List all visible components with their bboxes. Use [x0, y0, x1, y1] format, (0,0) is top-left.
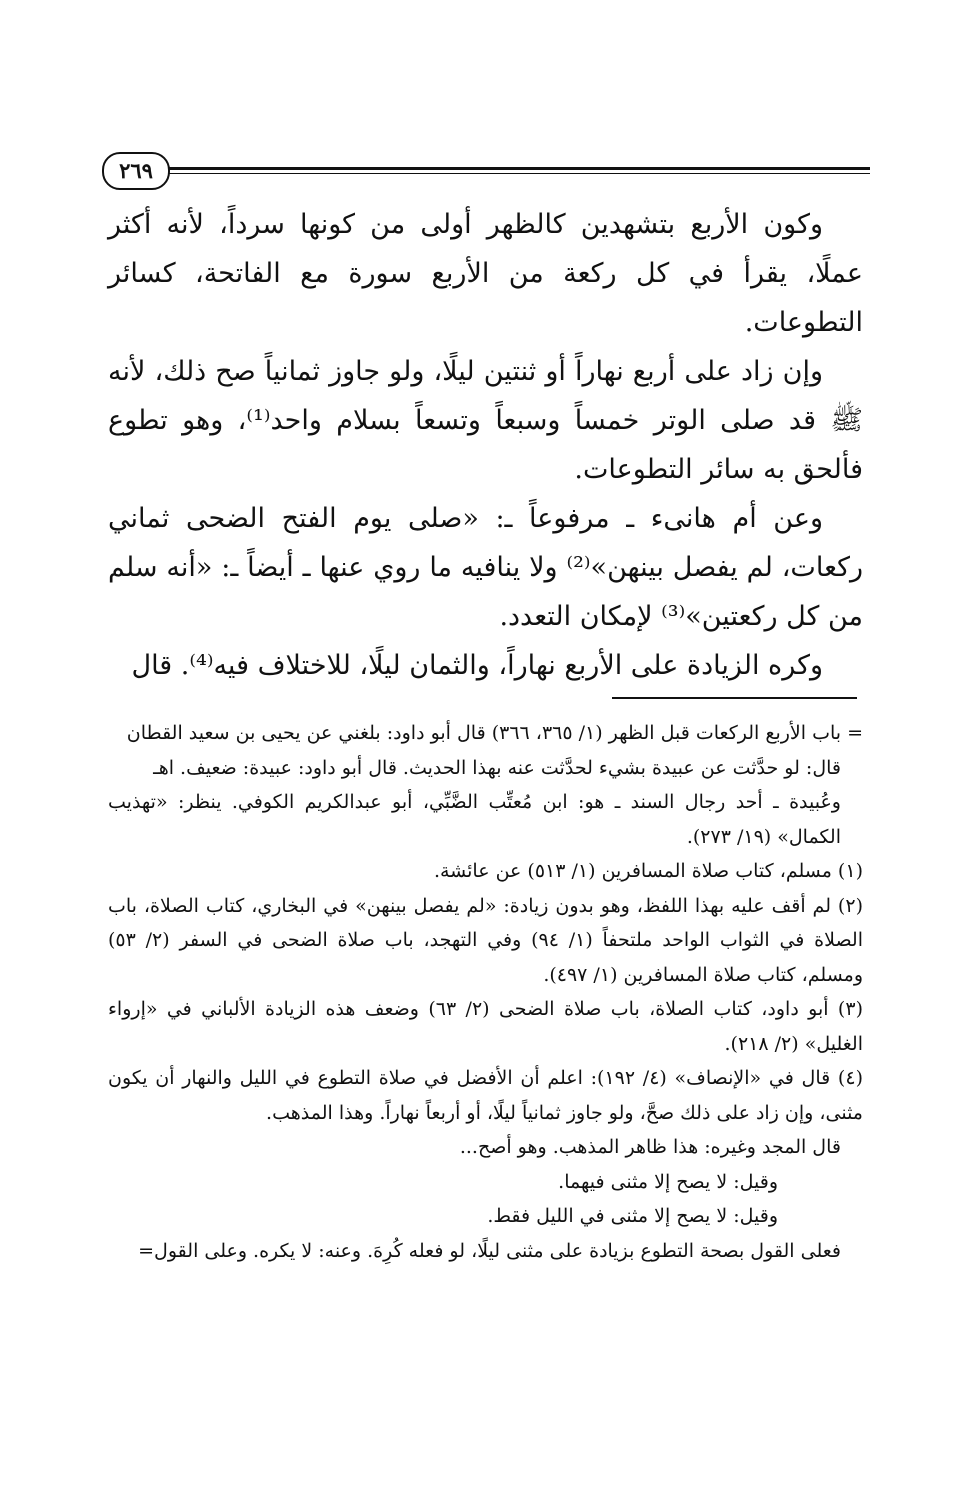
- footnote-separator: [612, 697, 857, 699]
- main-text: [108, 200, 863, 690]
- footnote-4: (٤) قال في «الإنصاف» (٤/ ١٩٢): اعلم أن الأفضل في صلاة التطوع في الليل والنهار أن يكون مثنى، وإن زاد على ذلك صحَّ، ولو جاوز ثمانياً ليلًا، أو أربعاً نهاراً. وهذا المذهب.: [108, 1067, 863, 1124]
- footnote-continuation: = باب الأربع الركعات قبل الظهر (١/ ٣٦٥، ٣٦٦) قال أبو داود: بلغني عن يحيى بن سعيد القطان: [126, 722, 863, 744]
- header-rule: [160, 167, 870, 170]
- footnote-continuation: قال: لو حدَّثت عن عبيدة بشيء لحدَّثت عنه بهذا الحديث. قال أبو داود: عبيدة: ضعيف. اهـ: [153, 756, 841, 779]
- footnotes: [108, 716, 863, 1268]
- footnote-4-line: وقيل: لا يصح إلا مثنى فيهما.: [558, 1170, 778, 1193]
- main-paragraph: وكون الأربع بتشهدين كالظهر أولى من كونها سرداً، لأنه أكثر عملًا، يقرأ في كل ركعة من الأربع سورة مع الفاتحة، كسائر التطوعات.: [108, 209, 863, 338]
- main-paragraph: وعن أم هانىء ـ مرفوعاً ـ: «صلى يوم الفتح الضحى ثماني ركعات، لم يفصل بينهن»⁽²⁾ ولا ينافيه ما روي عنها ـ أيضاً ـ: «أنه سلم من كل ركعتين»⁽³⁾ لإمكان التعدد.: [108, 503, 863, 632]
- page-number: ٢٦٩: [102, 152, 170, 190]
- header-rule-thin: [160, 173, 870, 174]
- footnote-1: (١) مسلم، كتاب صلاة المسافرين (١/ ٥١٣) عن عائشة.: [433, 860, 863, 882]
- footnote-4-line: وقيل: لا يصح إلا مثنى في الليل فقط.: [487, 1205, 778, 1227]
- footnote-2: (٢) لم أقف عليه بهذا اللفظ، وهو بدون زيادة: «لم يفصل بينهن» في البخاري، كتاب الصلاة، باب الصلاة في الثواب الواحد ملتحفاً (١/ ٩٤) وفي التهجد، باب صلاة الضحى في السفر (٢/ ٥٣) ومسلم، كتاب صلاة المسافرين (١/ ٤٩٧).: [108, 894, 863, 986]
- main-paragraph: وكره الزيادة على الأربع نهاراً، والثمان ليلًا، للاختلاف فيه⁽⁴⁾. قال: [131, 650, 823, 681]
- main-paragraph: وإن زاد على أربع نهاراً أو ثنتين ليلًا، ولو جاوز ثمانياً صح ذلك، لأنه ﷺ قد صلى الوتر خمساً وسبعاً وتسعاً بسلام واحد⁽¹⁾، وهو تطوع فألحق به سائر التطوعات.: [108, 356, 863, 485]
- footnote-4-line: قال المجد وغيره: هذا ظاهر المذهب. وهو أصح...: [459, 1136, 841, 1158]
- footnote-4-line: فعلى القول بصحة التطوع بزيادة على مثنى ليلًا، لو فعله كُرِهَ. وعنه: لا يكره. وعلى القول=: [138, 1239, 841, 1262]
- footnote-continuation: وعُبيدة ـ أحد رجال السند ـ هو: ابن مُعتِّب الضَّبِّي، أبو عبدالكريم الكوفي. ينظر: «تهذيب الكمال» (١٩/ ٢٧٣).: [108, 791, 841, 848]
- footnote-3: (٣) أبو داود، كتاب الصلاة، باب صلاة الضحى (٢/ ٦٣) وضعف هذه الزيادة الألباني في «إرواء الغليل» (٢/ ٢١٨).: [108, 998, 863, 1055]
- page-header: [100, 150, 870, 190]
